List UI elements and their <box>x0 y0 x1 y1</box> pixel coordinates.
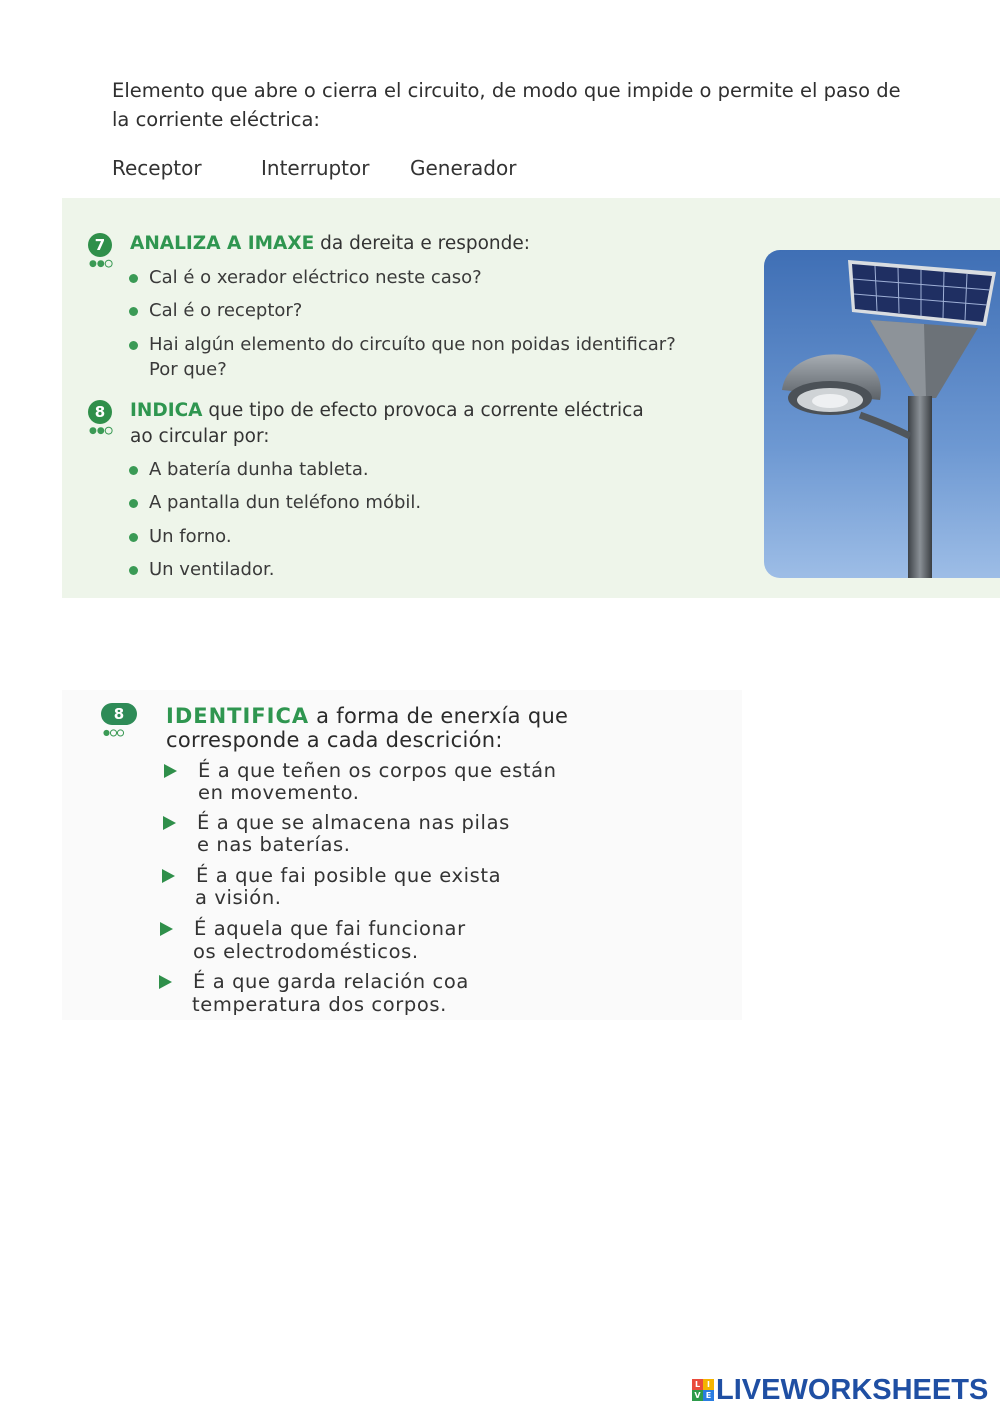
option-generador[interactable]: Generador <box>410 156 517 180</box>
list-item-continuation: Por que? <box>149 359 227 380</box>
exercise-8b-instruction: a forma de enerxía que <box>309 704 569 728</box>
bullet-icon <box>129 466 138 475</box>
list-item: É aquela que fai funcionar <box>194 918 466 940</box>
triangle-bullet-icon <box>159 975 172 989</box>
exercise-7-instruction: da dereita e responde: <box>314 233 531 254</box>
list-item: Un ventilador. <box>149 557 274 583</box>
triangle-bullet-icon <box>160 922 173 936</box>
difficulty-dots: ●●● <box>89 426 113 436</box>
list-item: A pantalla dun teléfono móbil. <box>149 490 421 516</box>
list-item-continuation: e nas baterías. <box>197 833 351 856</box>
list-item-continuation: os electrodomésticos. <box>193 940 419 963</box>
option-receptor[interactable]: Receptor <box>112 156 202 180</box>
list-item: Hai algún elemento do circuíto que non poidas identificar? <box>149 332 676 358</box>
triangle-bullet-icon <box>162 869 175 883</box>
bullet-icon <box>129 274 138 283</box>
bullet-icon <box>129 341 138 350</box>
bullet-icon <box>129 499 138 508</box>
list-item: É a que garda relación coa <box>193 971 469 993</box>
list-item: É a que teñen os corpos que están <box>198 760 557 782</box>
solar-street-lamp-image <box>764 250 1000 578</box>
list-item-continuation: a visión. <box>195 886 282 909</box>
logo-text: LIVEWORKSHEETS <box>716 1373 989 1406</box>
exercise-8-number: 8 <box>88 400 112 424</box>
exercise-8b-instruction-line2: corresponde a cada descrición: <box>166 728 503 752</box>
list-item: A batería dunha tableta. <box>149 457 369 483</box>
exercise-8-keyword: INDICA <box>130 400 203 421</box>
list-item-continuation: temperatura dos corpos. <box>192 993 447 1016</box>
option-interruptor[interactable]: Interruptor <box>261 156 370 180</box>
exercise-8-instruction: que tipo de efecto provoca a corrente eléctrica <box>202 400 644 421</box>
exercise-8-instruction-line2: ao circular por: <box>130 426 270 447</box>
logo-mark-icon: L I V E <box>692 1379 714 1401</box>
bullet-icon <box>129 307 138 316</box>
exercise-7-heading <box>130 231 530 257</box>
exercise-8-heading <box>130 398 644 424</box>
exercise-8b-heading <box>166 704 568 728</box>
bullet-icon <box>129 533 138 542</box>
exercise-7-keyword: ANALIZA A IMAXE <box>130 233 315 254</box>
exercise-8b-number: 8 <box>101 703 137 725</box>
triangle-bullet-icon <box>164 764 177 778</box>
difficulty-dots: ●●● <box>89 259 113 269</box>
list-item-continuation: en movemento. <box>198 781 360 804</box>
list-item: É a que fai posible que exista <box>196 865 501 887</box>
exercise-7-number: 7 <box>88 233 112 257</box>
exercise-8b-keyword: IDENTIFICA <box>166 704 310 728</box>
question-text: Elemento que abre o cierra el circuito, de modo que impide o permite el paso de la corriente eléctrica: <box>112 79 901 131</box>
difficulty-dots: ●●● <box>103 728 124 737</box>
triangle-bullet-icon <box>163 816 176 830</box>
list-item: Un forno. <box>149 524 232 550</box>
list-item: Cal é o xerador eléctrico neste caso? <box>149 265 482 291</box>
bullet-icon <box>129 566 138 575</box>
list-item: Cal é o receptor? <box>149 298 302 324</box>
list-item: É a que se almacena nas pilas <box>197 812 510 834</box>
liveworksheets-logo <box>692 1374 988 1406</box>
